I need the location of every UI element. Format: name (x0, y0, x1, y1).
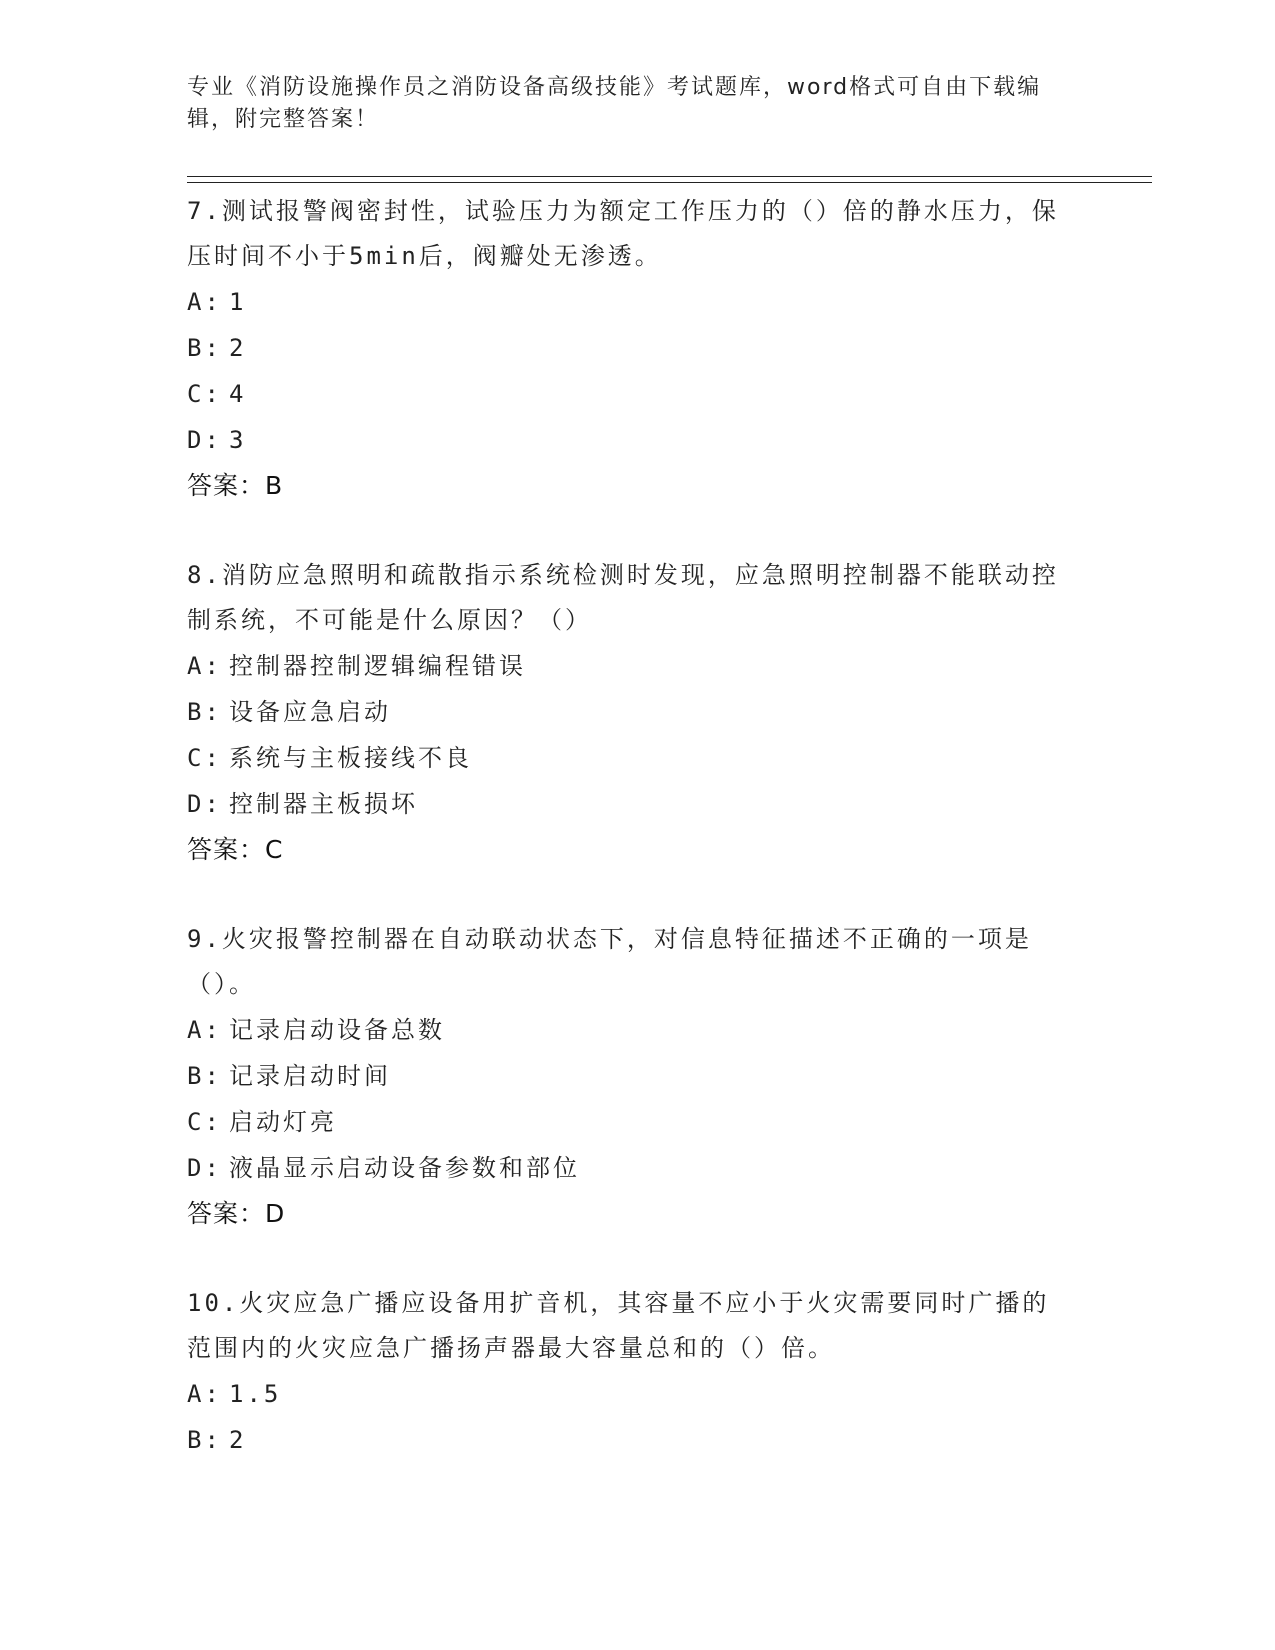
option-text: 1.5 (229, 1380, 282, 1408)
option-a (187, 279, 1067, 325)
option-d (187, 781, 1067, 827)
option-key: B: (187, 1426, 222, 1454)
answer-line: 答案：D (187, 1199, 286, 1228)
question-text: 8.消防应急照明和疏散指示系统检测时发现，应急照明控制器不能联动控制系统，不可能是什么原因？（） (187, 561, 1059, 634)
question-10 (187, 1281, 1067, 1463)
option-key: B: (187, 334, 222, 362)
question-text: 10.火灾应急广播应设备用扩音机，其容量不应小于火灾需要同时广播的范围内的火灾应急广播扬声器最大容量总和的（）倍。 (187, 1289, 1050, 1362)
question-text: 9.火灾报警控制器在自动联动状态下，对信息特征描述不正确的一项是（）。 (187, 925, 1032, 998)
option-text: 记录启动时间 (229, 1062, 391, 1090)
option-text: 系统与主板接线不良 (229, 744, 472, 772)
option-a (187, 1371, 1067, 1417)
option-key: B: (187, 1062, 222, 1090)
option-key: D: (187, 790, 222, 818)
option-d (187, 417, 1067, 463)
option-text: 启动灯亮 (229, 1108, 337, 1136)
option-text: 记录启动设备总数 (229, 1016, 445, 1044)
option-c (187, 735, 1067, 781)
option-text: 1 (229, 288, 247, 316)
option-key: B: (187, 698, 222, 726)
header-divider-top (187, 176, 1152, 177)
option-c (187, 371, 1067, 417)
option-key: C: (187, 380, 222, 408)
header-divider-bottom (187, 182, 1152, 183)
option-key: A: (187, 288, 222, 316)
option-b (187, 325, 1067, 371)
option-text: 控制器主板损坏 (229, 790, 418, 818)
option-key: D: (187, 1154, 222, 1182)
option-d (187, 1145, 1067, 1191)
option-b (187, 689, 1067, 735)
option-text: 液晶显示启动设备参数和部位 (229, 1154, 580, 1182)
option-text: 2 (229, 334, 247, 362)
option-text: 2 (229, 1426, 247, 1454)
option-key: C: (187, 1108, 222, 1136)
answer-line: 答案：C (187, 835, 284, 864)
question-8 (187, 553, 1067, 873)
document-header: 专业《消防设施操作员之消防设备高级技能》考试题库，word格式可自由下载编辑，附完整答案！ (187, 75, 1042, 132)
question-9 (187, 917, 1067, 1237)
option-key: D: (187, 426, 222, 454)
question-7 (187, 189, 1067, 509)
answer-line: 答案：B (187, 471, 284, 500)
option-text: 3 (229, 426, 247, 454)
option-text: 设备应急启动 (229, 698, 391, 726)
option-key: A: (187, 1380, 222, 1408)
option-c (187, 1099, 1067, 1145)
option-b (187, 1417, 1067, 1463)
option-key: A: (187, 1016, 222, 1044)
option-a (187, 1007, 1067, 1053)
option-text: 控制器控制逻辑编程错误 (229, 652, 526, 680)
option-a (187, 643, 1067, 689)
option-key: C: (187, 744, 222, 772)
option-text: 4 (229, 380, 247, 408)
question-text: 7.测试报警阀密封性，试验压力为额定工作压力的（）倍的静水压力，保压时间不小于5min后，阀瓣处无渗透。 (187, 197, 1059, 270)
option-b (187, 1053, 1067, 1099)
option-key: A: (187, 652, 222, 680)
